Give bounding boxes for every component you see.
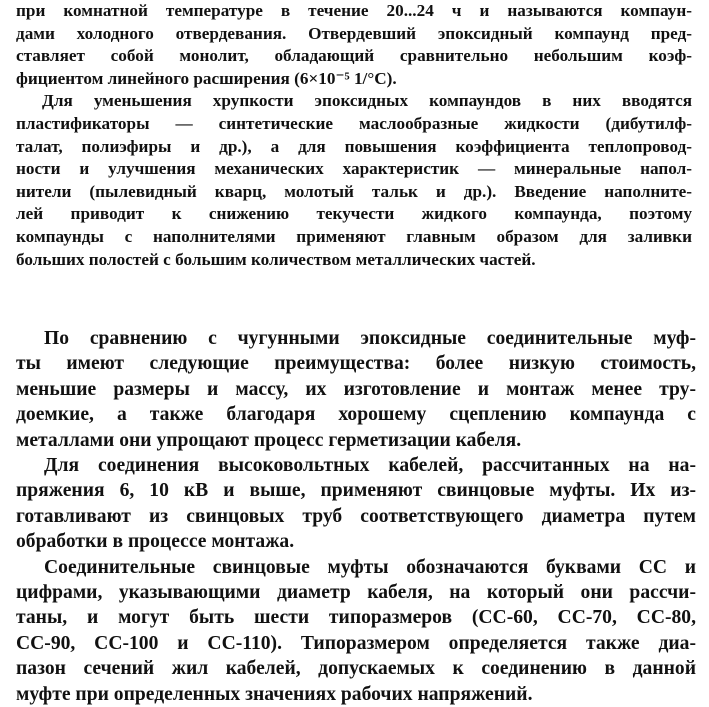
text-line: пластификаторы — синтетические маслообразные жидкости (дибутилф-: [16, 113, 692, 133]
text-line: ности и улучшения механических характеристик — минеральные напол-: [16, 159, 692, 179]
text-block-top: [16, 0, 692, 271]
text-line: По сравнению с чугунными эпоксидные соединительные муф-: [44, 328, 696, 349]
text-line: нители (пылевидный кварц, молотый тальк и др.). Введение наполните-: [16, 181, 692, 201]
text-line: ставляет собой монолит, обладающий сравнительно небольшим коэф-: [16, 46, 692, 66]
paragraph: [16, 0, 692, 90]
text-line: Для соединения высоковольтных кабелей, рассчитанных на на-: [44, 455, 696, 477]
text-line: таны, и могут быть шести типоразмеров (СС-60, СС-70, СС-80,: [16, 607, 696, 629]
text-line: лей приводит к снижению текучести жидкого компаунда, поэтому: [16, 204, 692, 224]
text-line: муфте при определенных значениях рабочих напряжений.: [16, 683, 533, 705]
text-line: дами холодного отвердевания. Отвердевший эпоксидный компаунд пред-: [16, 23, 692, 43]
paragraph: [16, 555, 696, 707]
text-line: СС-90, СС-100 и СС-110). Типоразмером определяется также диа-: [16, 632, 696, 654]
text-line: пазон сечений жил кабелей, допускаемых к соединению в данной: [16, 658, 696, 680]
text-line: Для уменьшения хрупкости эпоксидных компаундов в них вводятся: [42, 91, 692, 111]
text-line: компаунды с наполнителями применяют главным образом для заливки: [16, 226, 692, 246]
text-line: металлами они упрощают процесс герметизации кабеля.: [16, 429, 522, 451]
paragraph: [16, 453, 696, 555]
text-line: меньшие размеры и массу, их изготовление и монтаж менее тру-: [16, 378, 696, 400]
text-line: при комнатной температуре в течение 20...24 ч и называются компаун-: [16, 1, 692, 20]
text-line: готавливают из свинцовых труб соответствующего диаметра путем: [16, 505, 696, 527]
paragraph: [16, 90, 692, 271]
text-line: доемкие, а также благодаря хорошему сцеплению компаунда с: [16, 404, 696, 426]
paragraph: [16, 326, 696, 453]
text-line: больших полостей с большим количеством металлических частей.: [16, 249, 536, 269]
text-line: талат, полиэфиры и др.), а для повышения коэффициента теплопровод-: [16, 136, 692, 156]
text-line: цифрами, указывающими диаметр кабеля, на который они рассчи-: [16, 582, 696, 604]
text-line: Соединительные свинцовые муфты обозначаются буквами СС и: [44, 556, 696, 578]
text-block-bottom: [16, 326, 696, 707]
text-line: фициентом линейного расширения (6×10⁻⁵ 1/°С).: [16, 68, 397, 88]
text-line: ты имеют следующие преимущества: более низкую стоимость,: [16, 353, 696, 375]
text-line: пряжения 6, 10 кВ и выше, применяют свинцовые муфты. Их из-: [16, 480, 696, 502]
text-line: обработки в процессе монтажа.: [16, 531, 295, 553]
